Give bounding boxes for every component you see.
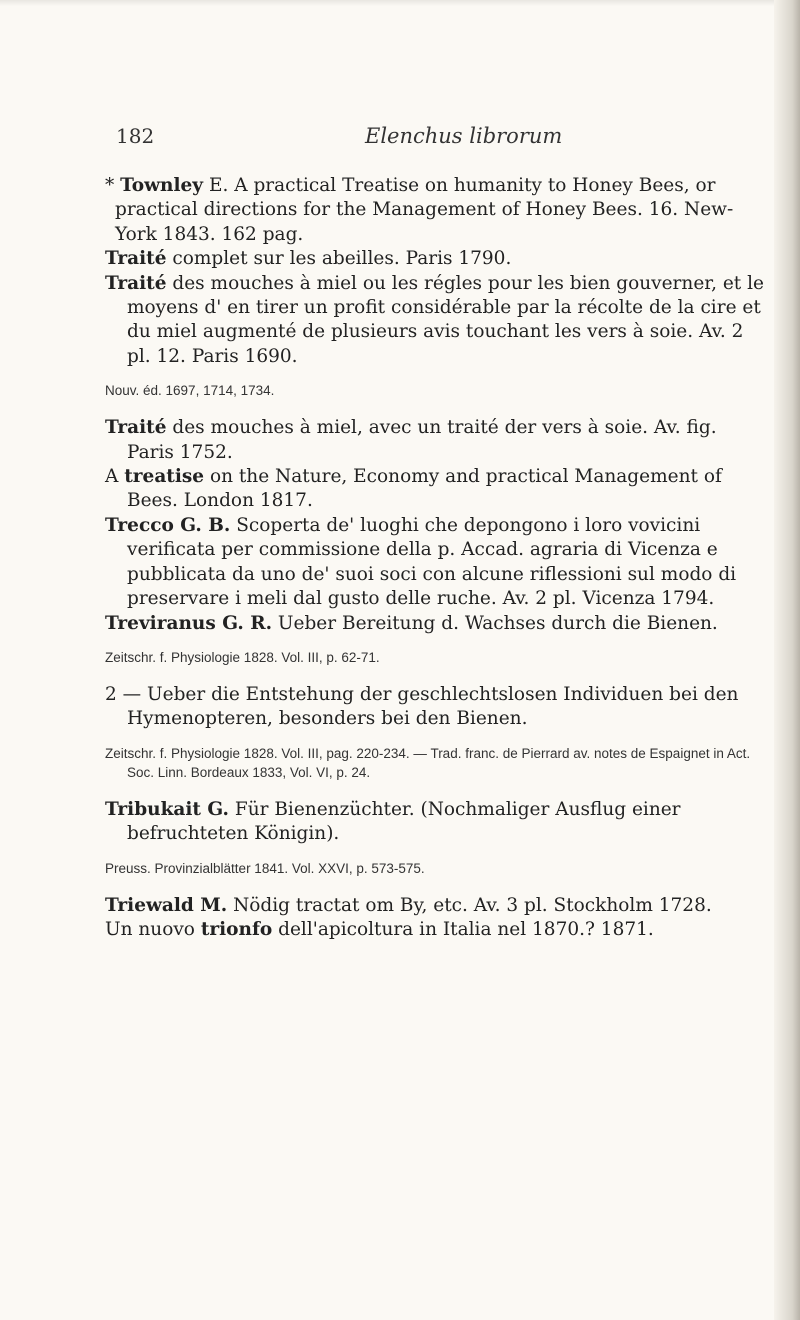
entry-text: complet sur les abeilles. Paris 1790. <box>166 248 512 270</box>
entry-text: des mouches à miel, avec un traité der vers à soie. Av. fig. Paris 1752. <box>127 417 717 463</box>
page-right-edge <box>774 0 800 1320</box>
bib-entry-tribukait <box>105 798 765 847</box>
entry-heading: Traité <box>105 248 167 270</box>
bib-entry-traite-mouches-1690 <box>105 272 765 370</box>
note-text: Nouv. éd. 1697, 1714, 1734. <box>105 383 275 399</box>
entry-heading: Tribukait G. <box>105 798 229 820</box>
entry-text: on the Nature, Economy and practical Management of Bees. London 1817. <box>127 466 722 512</box>
bib-entry-townley <box>105 174 765 247</box>
entry-text: 2 — Ueber die Entstehung der geschlechtslosen Individuen bei den Hymenopteren, besonders bei den Bienen. <box>105 683 739 730</box>
page-header <box>0 124 800 164</box>
entry-heading: Triewald M. <box>105 894 228 916</box>
entry-heading: Traité <box>105 272 167 294</box>
entry-text: E. A practical Treatise on humanity to Honey Bees, or practical directions for the Management of Honey Bees. 16. New-York 1843. 162 pag. <box>115 175 734 245</box>
entry-text: Nödig tractat om By, etc. Av. 3 pl. Stockholm 1728. <box>227 894 712 916</box>
note-text: Zeitschr. f. Physiologie 1828. Vol. III, p. 62-71. <box>105 649 380 665</box>
bib-entry-treviranus-2 <box>105 683 765 732</box>
page-top-edge <box>0 0 800 6</box>
entry-text: dell'apicoltura in Italia nel 1870.? 1871. <box>272 918 654 940</box>
entry-heading: Townley <box>120 175 204 196</box>
entry-note <box>105 859 765 878</box>
note-text: Zeitschr. f. Physiologie 1828. Vol. III, pag. 220-234. — Trad. franc. de Pierrard av. notes de Espaignet in Act. Soc. Linn. Bordeaux 1833, Vol. VI, p. 24. <box>105 745 751 780</box>
entry-heading: trionfo <box>200 918 273 940</box>
entry-heading: treatise <box>124 466 205 488</box>
entry-prefix: A <box>105 466 125 488</box>
entry-heading: Traité <box>105 417 167 439</box>
entry-heading: Trecco G. B. <box>105 514 231 536</box>
bib-entry-traite-complet <box>105 247 765 271</box>
bib-entry-treatise <box>105 465 765 514</box>
page-number: 182 <box>116 124 155 148</box>
note-text: Preuss. Provinzialblätter 1841. Vol. XXVI, p. 573-575. <box>105 860 425 876</box>
entry-note <box>105 381 765 400</box>
bib-entry-traite-mouches-1752 <box>105 416 765 465</box>
bibliography-list <box>105 174 765 942</box>
entry-text: Für Bienenzüchter. (Nochmaliger Ausflug einer befruchteten Königin). <box>127 798 681 845</box>
bib-entry-treviranus <box>105 612 765 636</box>
entry-text: des mouches à miel ou les régles pour les bien gouverner, et le moyens d' en tirer un profit considérable par la récolte de la cire et du miel augmenté de plusieurs avis touchant les vers à soie. Av. 2 pl. 12. Paris 1690. <box>127 272 764 367</box>
bib-entry-trionfo <box>105 918 765 942</box>
bib-entry-triewald <box>105 894 765 918</box>
running-title: Elenchus librorum <box>365 124 563 148</box>
bib-entry-trecco <box>105 514 765 612</box>
entry-text: Ueber Bereitung d. Wachses durch die Bienen. <box>272 612 718 634</box>
entry-note <box>105 648 765 667</box>
entry-note <box>105 744 765 782</box>
entry-text: Scoperta de' luoghi che depongono i loro vovicini verificata per commissione della p. Accad. agraria di Vicenza e pubblicata da uno de' suoi soci con alcune riflessioni sul modo di preservare i meli dal gusto delle ruche. Av. 2 pl. Vicenza 1794. <box>127 514 737 610</box>
asterisk-marker: * <box>105 175 115 196</box>
entry-heading: Treviranus G. R. <box>105 612 273 634</box>
entry-prefix: Un nuovo <box>105 918 201 940</box>
